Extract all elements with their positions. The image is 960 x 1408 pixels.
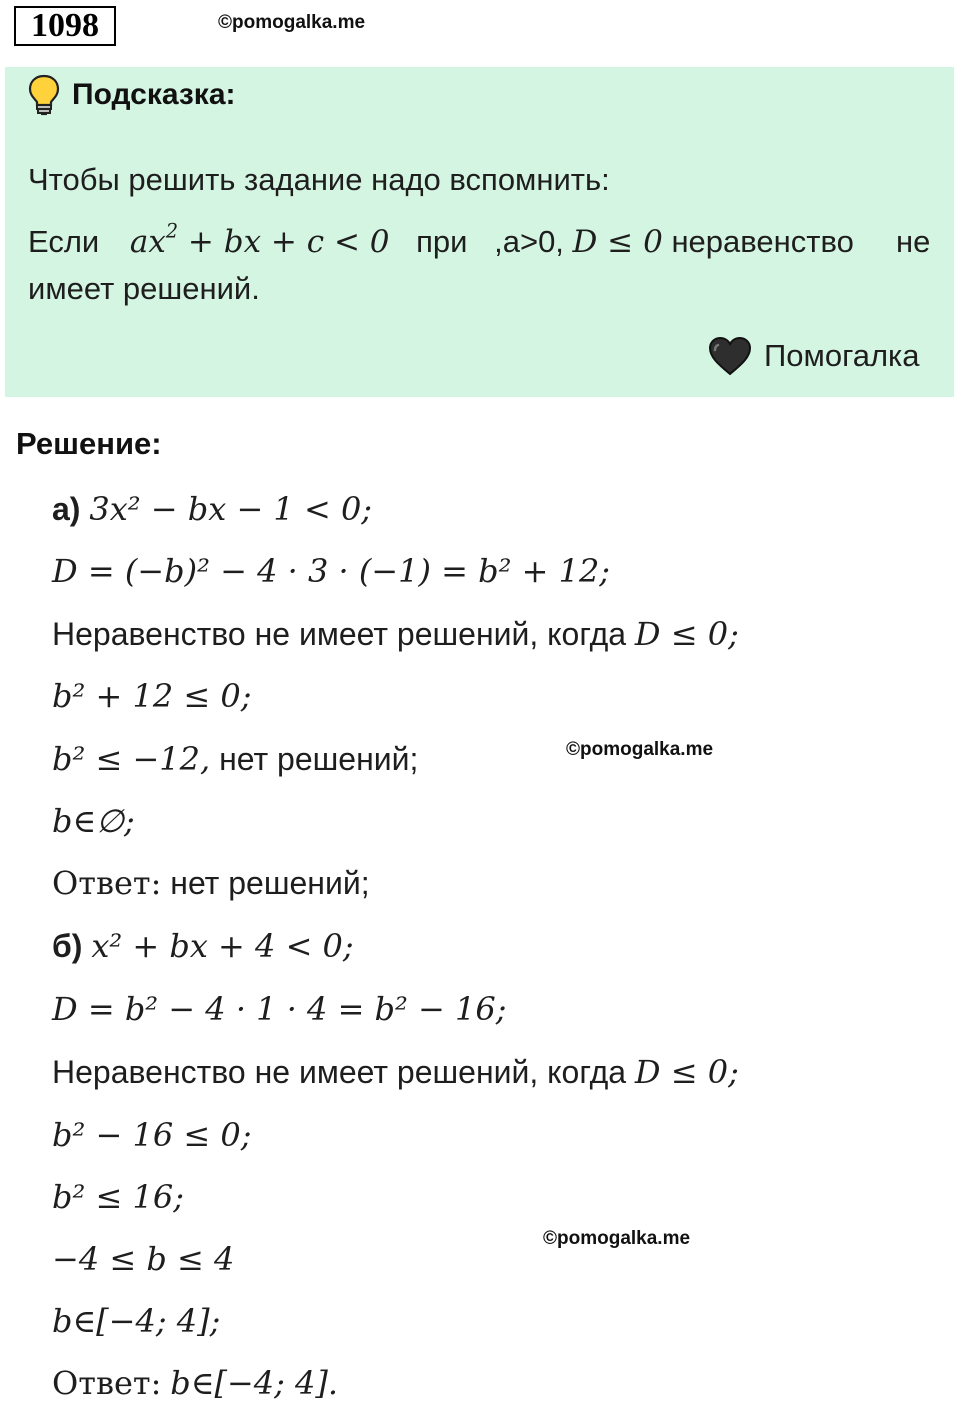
watermark-middle: ©pomogalka.me <box>566 739 714 760</box>
rule-d: D ≤ 0 <box>572 224 663 260</box>
part-b-step4: b∈[−4; 4]; <box>52 1302 221 1340</box>
watermark-bottom: ©pomogalka.me <box>543 1228 691 1249</box>
part-a-answer: Ответ: нет решений; <box>52 864 370 902</box>
lightbulb-icon <box>28 74 60 116</box>
hint-rule-line2: имеет решений. <box>28 271 260 306</box>
part-a-discriminant: D = (−b)² − 4 · 3 · (−1) = b² + 12; <box>52 552 611 590</box>
part-b-step3: −4 ≤ b ≤ 4 <box>52 1240 235 1278</box>
rule-not: не <box>896 224 931 259</box>
solution-title: Решение: <box>16 426 162 461</box>
part-b-discriminant: D = b² − 4 · 1 · 4 = b² − 16; <box>52 990 507 1028</box>
part-a-condition: Неравенство не имеет решений, когда D ≤ 0; <box>52 615 739 653</box>
hint-intro: Чтобы решить задание надо вспомнить: <box>28 162 610 197</box>
part-b-equation: б) x² + bx + 4 < 0; <box>52 927 354 965</box>
rule-formula: $ax^2$ + bx + c < 0 <box>129 219 390 260</box>
rule-condition: ,a>0, <box>494 224 564 259</box>
part-b-answer: Ответ: b∈[−4; 4]. <box>52 1364 339 1402</box>
hint-title: Подсказка: <box>72 78 236 111</box>
part-b-step1: b² − 16 ≤ 0; <box>52 1116 252 1154</box>
heart-icon <box>708 336 752 376</box>
rule-mid: при <box>416 224 468 259</box>
hint-rule-line1 <box>28 219 854 260</box>
rule-suffix: неравенство <box>671 224 854 259</box>
part-a-step1: b² + 12 ≤ 0; <box>52 677 252 715</box>
part-a-step2: b² ≤ −12, нет решений; <box>52 740 419 778</box>
brand-label: Помогалка <box>764 338 920 373</box>
part-b-step2: b² ≤ 16; <box>52 1178 184 1216</box>
rule-prefix: Если <box>28 224 100 259</box>
part-b-condition: Неравенство не имеет решений, когда D ≤ 0; <box>52 1053 739 1091</box>
part-a-step3: b∈∅; <box>52 802 135 840</box>
part-a-equation: а) 3x² − bx − 1 < 0; <box>52 490 373 528</box>
watermark-top: ©pomogalka.me <box>218 12 366 33</box>
problem-number: 1098 <box>14 6 116 46</box>
